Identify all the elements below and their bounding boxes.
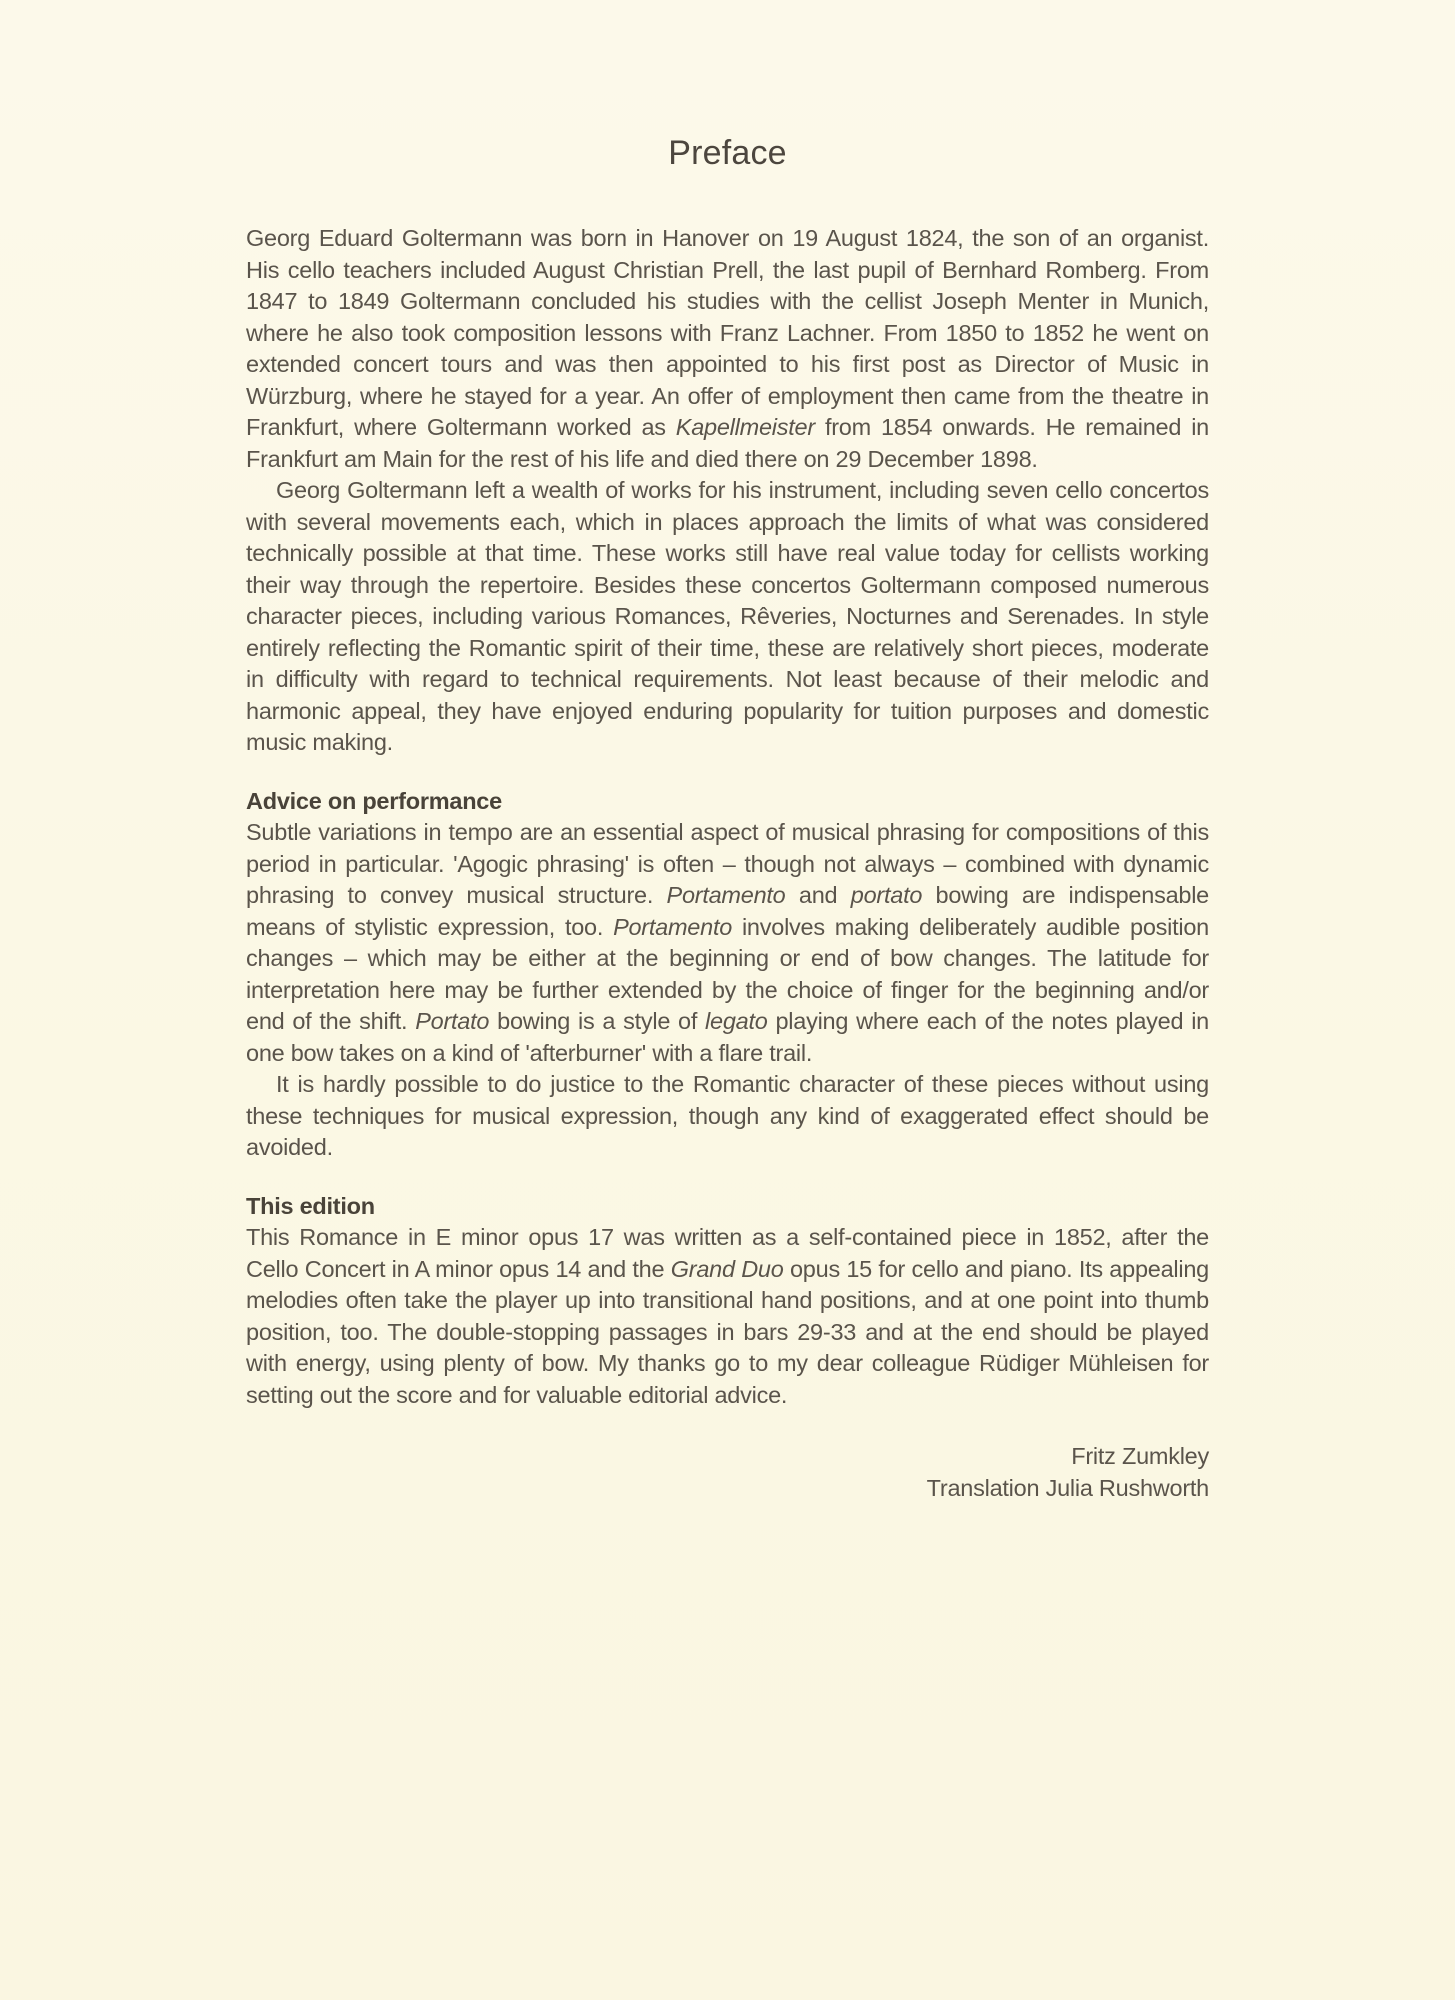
body-text: Subtle variations in tempo are an essential aspect of musical phrasing for compositions of this period in particular. 'Agogic phrasing' is often – though not always – combined with dynamic phrasing to convey musical structure. [246,819,1209,908]
signature-name: Fritz Zumkley [1071,1443,1209,1469]
paragraph [246,817,1209,1069]
italic-text: Kapellmeister [675,414,815,440]
page-title: Preface [668,134,787,172]
paragraph [246,223,1209,475]
section-heading: Advice on performance [246,787,502,814]
section-heading: This edition [246,1192,375,1219]
body-text: This Romance in E minor opus 17 was written as a self-contained piece in 1852, after the Cello Concert in A minor opus 14 and the [246,1224,1209,1282]
body-text: Georg Goltermann left a wealth of works for his instrument, including seven cello concertos with several movements each, which in places approach the limits of what was considered technically possible at that time. These works still have real value today for cellists working their way through the repertoire. Besides these concertos Goltermann composed numerous character pieces, including various Romances, Rêveries, Nocturnes and Serenades. In style entirely reflecting the Romantic spirit of their time, these are relatively short pieces, moderate in difficulty with regard to technical requirements. Not least because of their melodic and harmonic appeal, they have enjoyed enduring popularity for tuition purposes and domestic music making. [246,477,1209,755]
italic-text: Portato [415,1008,490,1034]
paragraph [246,1069,1209,1164]
body-text: and [785,882,851,908]
body-text: bowing are indispensable means of stylistic expression, too. [246,882,1209,940]
italic-text: legato [705,1008,768,1034]
signature-translation: Translation Julia Rushworth [926,1474,1209,1501]
body-text: playing where each of the notes played in one bow takes on a kind of 'afterburner' with a flare trail. [246,1008,1209,1066]
body-text: opus 15 for cello and piano. Its appealing melodies often take the player up into transitional hand positions, and at one point into thumb position, too. The double-stopping passages in bars 29-33 and at the end should be played with energy, using plenty of bow. My thanks go to my dear colleague Rüdiger Mühleisen for setting out the score and for valuable editorial advice. [246,1255,1209,1408]
body-text: involves making deliberately audible position changes – which may be either at the beginning or end of bow changes. The latitude for interpretation here may be further extended by the choice of finger for the beginning and/or end of the shift. [246,913,1210,1034]
italic-text: Portamento [666,882,786,908]
body-text: from 1854 onwards. He remained in Frankfurt am Main for the rest of his life and died there on 29 December 1898. [246,414,1210,472]
body-text: It is hardly possible to do justice to the Romantic character of these pieces without using these techniques for musical expression, though any kind of exaggerated effect should be avoided. [246,1071,1209,1160]
preface-section-1 [246,223,1209,759]
italic-text: Grand Duo [670,1255,784,1282]
italic-text: portato [850,882,923,908]
preface-body [246,223,1209,1504]
preface-section-2 [246,786,1209,1164]
paragraph [246,475,1209,759]
body-text: bowing is a style of [489,1008,706,1034]
preface-section-3 [246,1191,1209,1412]
italic-text: Portamento [613,913,733,940]
body-text: Georg Eduard Goltermann was born in Hanover on 19 August 1824, the son of an organist. His cello teachers included August Christian Prell, the last pupil of Bernhard Romberg. From 1847 to 1849 Goltermann concluded his studies with the cellist Joseph Menter in Munich, where he also took composition lessons with Franz Lachner. From 1850 to 1852 he went on extended concert tours and was then appointed to his first post as Director of Music in Würzburg, where he stayed for a year. An offer of employment then came from the theatre in Frankfurt, where Goltermann worked as [246,225,1209,440]
paragraph [246,1222,1209,1411]
signature-block [246,1441,1209,1504]
